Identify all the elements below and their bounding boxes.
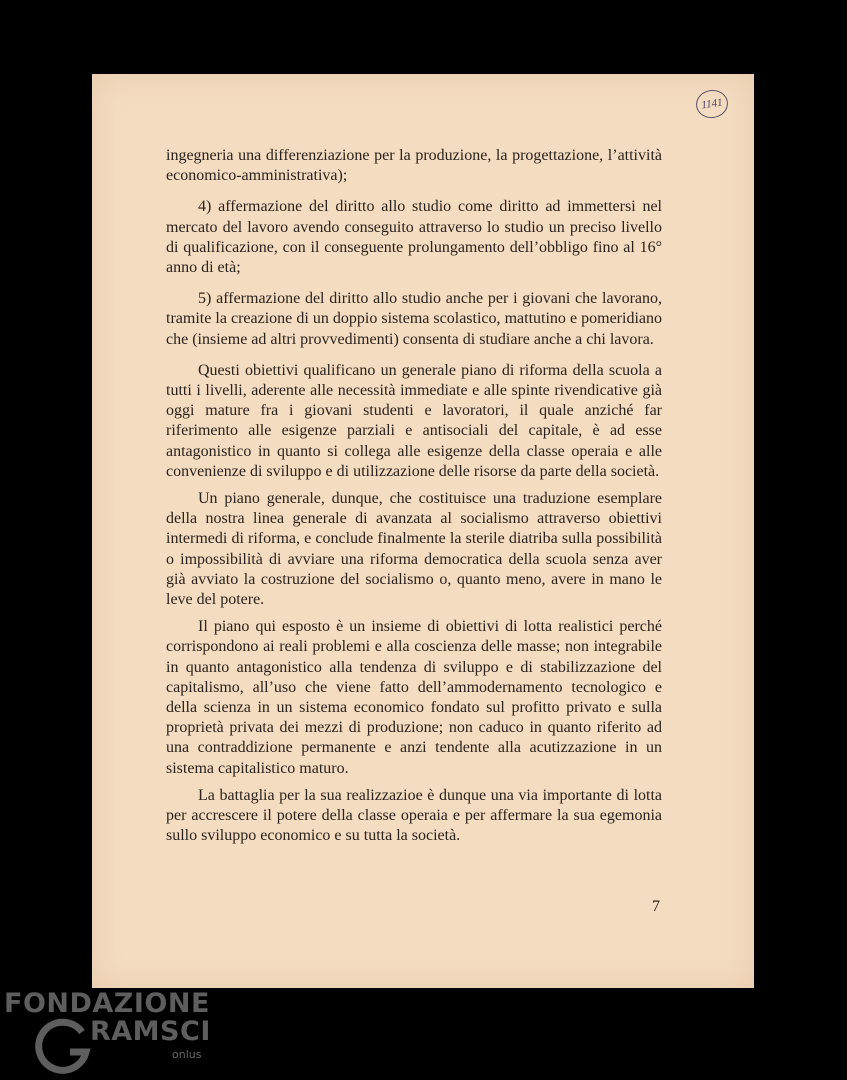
- fondazione-gramsci-logo: [4, 988, 209, 1076]
- document-page: [92, 74, 754, 988]
- logo-line-1: FONDAZIONE: [4, 988, 210, 1019]
- paragraph-point-5: 5) affermazione del diritto allo studio anche per i giovani che lavorano, tramite la creazione di un doppio sistema scolastico, mattutino e pomeridiano che (insieme ad altri provvedimenti) consenta di studiare anche a chi lavora.: [166, 290, 662, 348]
- archive-stamp: 1141: [694, 88, 730, 120]
- paragraph-realistic-objectives: Il piano qui esposto è un insieme di obiettivi di lotta realistici perché corrispondono ai reali problemi e alla coscienza delle masse; non integrabile in quanto antagonistico alla tendenza di sviluppo e di stabilizzazione del capitalismo, all’uso che viene fatto dell’ammodernamento tecnologico e della scienza in un sistema economico fondato sul profitto privato e sulla proprietà privata dei mezzi di produzione; non caduco in quanto riferito ad una contraddizione permanente e anzi tendente alla acutizzazione in un sistema capitalistico maturo.: [166, 618, 662, 777]
- paragraph-point-4: 4) affermazione del diritto allo studio come diritto ad immettersi nel mercato del lavoro avendo conseguito attraverso lo studio un preciso livello di qualificazione, con il conseguente prolungamento dell’obbligo fino al 16° anno di età;: [166, 198, 662, 277]
- paragraph-continuation: ingegneria una differenziazione per la produzione, la progettazione, l’attività economico-amministrativa);: [166, 147, 662, 185]
- logo-line-2: RAMSCI: [90, 1016, 211, 1047]
- body-text: [166, 146, 662, 847]
- logo-initial: G: [64, 1054, 65, 1055]
- paragraph-general-plan: Un piano generale, dunque, che costituisce una traduzione esemplare della nostra linea generale di avanzata al socialismo attraverso obiettivi intermedi di riforma, e conclude finalmente la sterile diatriba sulla possibilità o impossibilità di avviare una riforma democratica della scuola senza aver già avviato la costruzione del socialismo o, quanto meno, avere in mano le leve del potere.: [166, 490, 662, 609]
- logo-onlus: onlus: [172, 1048, 202, 1061]
- paragraph-battle: La battaglia per la sua realizzazioe è dunque una via importante di lotta per accrescere il potere della classe operaia e per affermare la sua egemonia sullo sviluppo economico e su tutta la società.: [166, 786, 662, 845]
- page-number: 7: [652, 898, 660, 915]
- paragraph-objectives: Questi obiettivi qualificano un generale piano di riforma della scuola a tutti i livelli, aderente alle necessità immediate e alle spinte rivendicative già oggi mature fra i giovani studenti e lavoratori, il quale anziché far riferimento alle esigenze parziali e antisociali del capitale, è ad esse antagonistico in quanto si collega alle esigenze della classe operaia e alle convenienze di sviluppo e di utilizzazione delle risorse da parte della società.: [166, 361, 662, 480]
- logo-g-icon: [34, 1014, 94, 1074]
